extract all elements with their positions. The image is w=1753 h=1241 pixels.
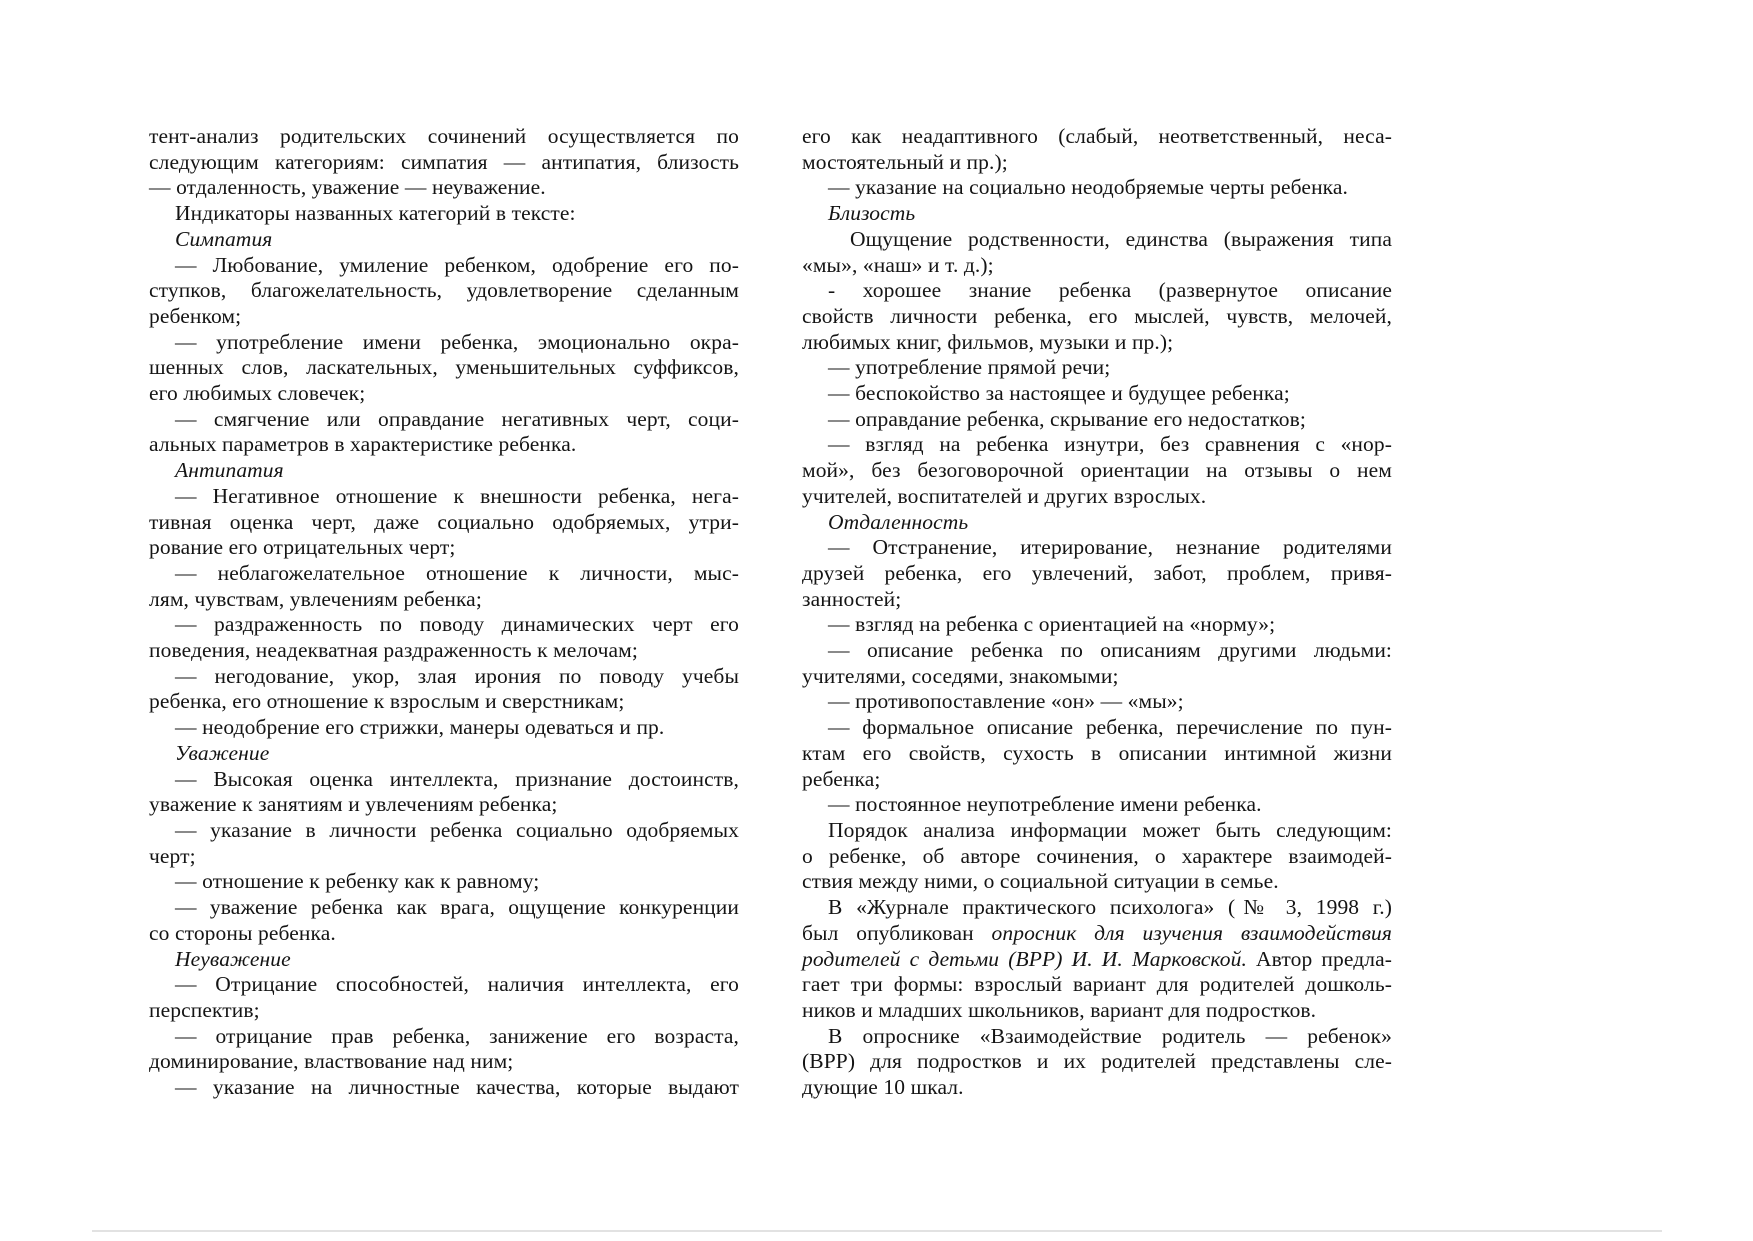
- text-line: мостоятельный и пр.);: [802, 149, 1008, 174]
- text-line: перспектив;: [149, 997, 260, 1022]
- paragraph: [802, 124, 1392, 175]
- text-line: Неуважение: [175, 946, 291, 971]
- text-line: — отрицание прав ребенка, занижение его возраста,: [175, 1023, 739, 1048]
- paragraph: [149, 869, 739, 895]
- paragraph: [149, 664, 739, 715]
- text-line: шенных слов, ласкательных, уменьшительных суффиксов,: [149, 355, 739, 380]
- paragraph: [149, 972, 739, 1023]
- text-line: «мы», «наш» и т. д.);: [802, 252, 994, 277]
- text-line: — неодобрение его стрижки, манеры одеваться и пр.: [175, 715, 665, 740]
- page-edge-line: [92, 1230, 1662, 1232]
- text-line: ребенка;: [802, 766, 881, 791]
- paragraph: [802, 792, 1392, 818]
- text-line: — употребление имени ребенка, эмоционально окра-: [175, 329, 739, 354]
- text-line: — взгляд на ребенка изнутри, без сравнения с «нор-: [828, 432, 1392, 457]
- paragraph: [149, 561, 739, 612]
- text-line: — указание на личностные качества, которые выдают: [175, 1075, 739, 1100]
- paragraph: [802, 535, 1392, 612]
- text-line: — взгляд на ребенка с ориентацией на «норму»;: [828, 612, 1276, 637]
- text-line: родителей с детьми (ВРР) И. И. Марковской. Автор предла-: [802, 946, 1392, 971]
- text-line: Индикаторы названных категорий в тексте:: [175, 201, 576, 226]
- text-line: — Высокая оценка интеллекта, признание достоинств,: [175, 766, 739, 791]
- text-line: его любимых словечек;: [149, 381, 366, 406]
- text-line: доминирование, властвование над ним;: [149, 1049, 514, 1074]
- text-line: ребенка, его отношение к взрослым и сверстникам;: [149, 689, 625, 714]
- text-line: В опроснике «Взаимодействие родитель — ребенок»: [828, 1023, 1392, 1048]
- text-line: друзей ребенка, его увлечений, забот, проблем, привя-: [802, 560, 1392, 585]
- text-line: Порядок анализа информации может быть следующим:: [828, 817, 1392, 842]
- text-line: любимых книг, фильмов, музыки и пр.);: [802, 329, 1174, 354]
- text-line: (ВРР) для подростков и их родителей представлены сле-: [802, 1049, 1392, 1074]
- section-heading: [802, 510, 1392, 536]
- section-heading: [149, 947, 739, 973]
- text-line: — противопоставление «он» — «мы»;: [828, 689, 1184, 714]
- text-line: — указание в личности ребенка социально одобряемых: [175, 817, 739, 842]
- text-line: ников и младших школьников, вариант для подростков.: [802, 997, 1317, 1022]
- text-line: поведения, неадекватная раздраженность к мелочам;: [149, 638, 638, 663]
- text-line: рование его отрицательных черт;: [149, 535, 456, 560]
- text-line: Ощущение родственности, единства (выражения типа: [850, 226, 1392, 251]
- text-line: — формальное описание ребенка, перечисление по пун-: [828, 715, 1392, 740]
- paragraph: [149, 715, 739, 741]
- text-line: был опубликован опросник для изучения взаимодействия: [802, 920, 1392, 945]
- paragraph: [149, 895, 739, 946]
- text-line: — беспокойство за настоящее и будущее ребенка;: [828, 381, 1290, 406]
- text-line: — отношение к ребенку как к равному;: [175, 869, 540, 894]
- text-line: — отдаленность, уважение — неуважение.: [149, 175, 546, 200]
- text-line: черт;: [149, 843, 196, 868]
- text-line: — Негативное отношение к внешности ребенка, нега-: [175, 483, 739, 508]
- text-line: — Отстранение, итерирование, незнание родителями: [828, 535, 1392, 560]
- text-line: со стороны ребенка.: [149, 920, 336, 945]
- paragraph: [149, 767, 739, 818]
- paragraph: [802, 689, 1392, 715]
- text-line: — негодование, укор, злая ирония по поводу учебы: [175, 663, 739, 688]
- text-line: — неблагожелательное отношение к личности, мыс-: [175, 560, 739, 585]
- paragraph: [802, 715, 1392, 792]
- paragraph: [802, 407, 1392, 433]
- paragraph: [149, 818, 739, 869]
- text-line: тент-анализ родительских сочинений осуществляется по: [149, 124, 739, 148]
- text-line: ребенком;: [149, 303, 242, 328]
- text-line: — Отрицание способностей, наличия интеллекта, его: [175, 972, 739, 997]
- paragraph: [149, 253, 739, 330]
- text-line: альных параметров в характеристике ребенка.: [149, 432, 577, 457]
- paragraph: [149, 484, 739, 561]
- paragraph: [802, 175, 1392, 201]
- text-line: — уважение ребенка как врага, ощущение конкуренции: [175, 895, 739, 920]
- text-line: занностей;: [802, 586, 902, 611]
- paragraph: [802, 612, 1392, 638]
- paragraph: [149, 1024, 739, 1075]
- text-line: Уважение: [175, 740, 270, 765]
- text-line: — употребление прямой речи;: [828, 355, 1111, 380]
- section-heading: [149, 458, 739, 484]
- paragraph: [149, 124, 739, 201]
- text-line: учителей, воспитателей и других взрослых.: [802, 483, 1207, 508]
- text-line: Близость: [828, 201, 916, 226]
- paragraph: [802, 895, 1392, 1024]
- paragraph: [802, 278, 1392, 355]
- text-line: — раздраженность по поводу динамических черт его: [175, 612, 739, 637]
- text-line: Симпатия: [175, 226, 273, 251]
- paragraph: [802, 432, 1392, 509]
- text-line: гает три формы: взрослый вариант для родителей дошколь-: [802, 972, 1392, 997]
- text-column-right: [802, 124, 1392, 1101]
- text-line: уважение к занятиям и увлечениям ребенка;: [149, 792, 558, 817]
- text-line: о ребенке, об авторе сочинения, о характере взаимодей-: [802, 843, 1392, 868]
- text-line: — описание ребенка по описаниям другими людьми:: [828, 638, 1392, 663]
- paragraph: [802, 818, 1392, 895]
- text-line: дующие 10 шкал.: [802, 1075, 964, 1100]
- text-line: ствия между ними, о социальной ситуации в семье.: [802, 869, 1279, 894]
- text-line: учителями, соседями, знакомыми;: [802, 663, 1119, 688]
- text-line: Антипатия: [175, 458, 284, 483]
- text-line: - хорошее знание ребенка (развернутое описание: [828, 278, 1392, 303]
- paragraph: [802, 638, 1392, 689]
- paragraph: [149, 407, 739, 458]
- text-line: — Любование, умиление ребенком, одобрение его по-: [175, 252, 739, 277]
- paragraph: [802, 355, 1392, 381]
- text-line: следующим категориям: симпатия — антипатия, близость: [149, 149, 739, 174]
- paragraph: [149, 201, 739, 227]
- section-heading: [149, 227, 739, 253]
- text-line: — оправдание ребенка, скрывание его недостатков;: [828, 406, 1306, 431]
- paragraph: [802, 381, 1392, 407]
- text-line: — постоянное неупотребление имени ребенка.: [828, 792, 1262, 817]
- text-line: мой», без безоговорочной ориентации на отзывы о нем: [802, 458, 1392, 483]
- paragraph: [802, 227, 1392, 278]
- paragraph: [802, 1024, 1392, 1101]
- text-line: ктам его свойств, сухость в описании интимной жизни: [802, 740, 1392, 765]
- text-column-left: [149, 124, 739, 1101]
- paragraph: [149, 1075, 739, 1101]
- text-line: свойств личности ребенка, его мыслей, чувств, мелочей,: [802, 303, 1392, 328]
- section-heading: [802, 201, 1392, 227]
- text-line: В «Журнале практического психолога» (№ 3, 1998 г.): [828, 895, 1392, 920]
- text-line: ступков, благожелательность, удовлетворение сделанным: [149, 278, 739, 303]
- text-line: его как неадаптивного (слабый, неответственный, неса-: [802, 124, 1392, 148]
- text-line: тивная оценка черт, даже социально одобряемых, утри-: [149, 509, 739, 534]
- paragraph: [149, 612, 739, 663]
- text-line: Отдаленность: [828, 509, 969, 534]
- text-line: — указание на социально неодобряемые черты ребенка.: [828, 175, 1349, 200]
- text-line: — смягчение или оправдание негативных черт, соци-: [175, 406, 739, 431]
- paragraph: [149, 330, 739, 407]
- section-heading: [149, 741, 739, 767]
- text-line: лям, чувствам, увлечениям ребенка;: [149, 586, 482, 611]
